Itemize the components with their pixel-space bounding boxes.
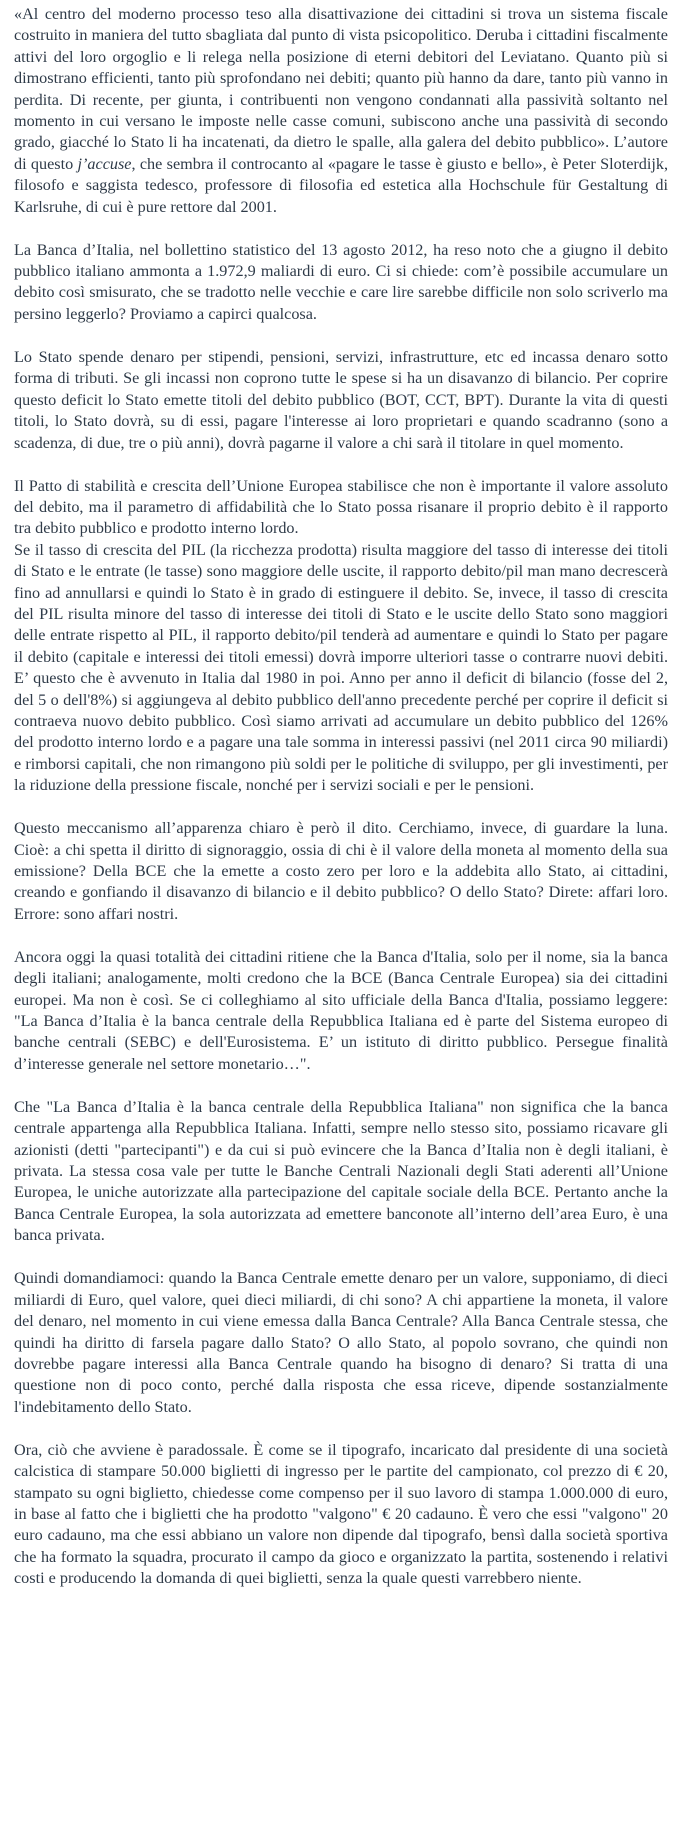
paragraph-banca-italia-bulletin: La Banca d’Italia, nel bollettino statistico del 13 agosto 2012, ha reso noto che a giugno il debito pubblico italiano ammonta a 1.972,9 maliardi di euro. Ci si chiede: com’è possibile accumulare un debito così smisurato, che se tradotto nelle vecchie e care lire sarebbe difficile non solo scriverlo ma persino leggerlo? Proviamo a capirci qualcosa.	[14, 240, 668, 323]
paragraph-pil-growth: Se il tasso di crescita del PIL (la ricchezza prodotta) risulta maggiore del tasso di interesse dei titoli di Stato e le entrate (le tasse) sono maggiore delle uscite, il rapporto debito/pil man mano decrescerà fino ad annullarsi e quindi lo Stato è in grado di estinguere il debito. Se, invece, il tasso di crescita del PIL risulta minore del tasso di interesse dei titoli di Stato e le uscite dello Stato sono maggiori delle entrate rispetto al PIL, il rapporto debito/pil tenderà ad aumentare e quindi lo Stato per pagare il debito (capitale e interessi dei titoli emessi) dovrà imporre ulteriori tasse o contrarre nuovi debiti. E’ questo che è avvenuto in Italia dal 1980 in poi. Anno per anno il deficit di bilancio (fosse del 2, del 5 o dell'8%) si aggiungeva al debito pubblico dell'anno precedente perché per coprire il deficit si contraeva nuovo debito pubblico. Così siamo arrivati ad accumulare un debito pubblico del 126% del prodotto interno lordo e a pagare una tale somma in interessi passivi (nel 2011 circa 90 miliardi) e rimborsi capitali, che non rimangono più soldi per le politiche di sviluppo, per gli investimenti, per la riduzione della pressione fiscale, nonché per i servizi sociali e per le pensioni.	[14, 540, 668, 795]
jaccuse-emphasis: j’accuse	[77, 154, 132, 173]
quote-text: «Al centro del moderno processo teso alla disattivazione dei cittadini si trova un sistema fiscale costruito in maniera del tutto sbagliata dal punto di vista psicopolitico. Deruba i cittadini fiscalmente attivi del loro orgoglio e li relega nella posizione di eterni debitori del Leviatano. Quanto più si dimostrano efficienti, tanto più sprofondano nei debiti; quanto più hanno da dare, tanto più vanno in perdita. Di recente, per giunta, i contribuenti non vengono condannati alla passività soltanto nel momento in cui versano le imposte nelle casse comuni, subiscono anche una passività di secondo grado, giacché lo Stato li ha incatenati, da dietro le spalle, alla galera del debito pubblico». L’autore di questo	[14, 5, 668, 173]
paragraph-question: Quindi domandiamoci: quando la Banca Centrale emette denaro per un valore, supponiamo, di dieci miliardi di Euro, quel valore, quei dieci miliardi, di chi sono? A chi appartiene la moneta, il valore del denaro, nel momento in cui viene emessa dalla Banca Centrale? Alla Banca Centrale stessa, che quindi ha diritto di farsela pagare dallo Stato? O allo Stato, al popolo sovrano, che quindi non dovrebbe pagare interessi alla Banca Centrale quando ha bisogno di denaro? Si tratta di una questione non di poco conto, perché dalla risposta che essa riceve, dipende sostanzialmente l'indebitamento dello Stato.	[14, 1269, 668, 1416]
author-attribution: , che sembra il controcanto al «pagare le tasse è giusto e bello», è Peter Sloterdijk, filosofo e saggista tedesco, professore di filosofia ed estetica alla Hochschule für Gestaltung di Karlsruhe, di cui è pure rettore dal 2001.	[14, 154, 668, 216]
paragraph-seigniorage: Questo meccanismo all’apparenza chiaro è però il dito. Cerchiamo, invece, di guardare la luna. Cioè: a chi spetta il diritto di signoraggio, ossia di chi è il valore della moneta al momento della sua emissione? Della BCE che la emette a costo zero per loro e la addebita allo Stato, ai cittadini, creando e gonfiando il disavanzo di bilancio e il debito pubblico? O dello Stato? Direte: affari loro. Errore: sono affari nostri.	[14, 819, 668, 923]
article-body	[14, 4, 668, 1611]
paragraph-stability-pact: Il Patto di stabilità e crescita dell’Unione Europea stabilisce che non è importante il valore assoluto del debito, ma il parametro di affidabilità che lo Stato possa risanare il proprio debito è il rapporto tra debito pubblico e prodotto interno lordo.	[14, 476, 668, 538]
paragraph-state-spending: Lo Stato spende denaro per stipendi, pensioni, servizi, infrastrutture, etc ed incassa denaro sotto forma di tributi. Se gli incassi non coprono tutte le spese si ha un disavanzo di bilancio. Per coprire questo deficit lo Stato emette titoli del debito pubblico (BOT, CCT, BPT). Durante la vita di questi titoli, lo Stato dovrà, su di essi, pagare l'interesse ai loro proprietari e quando scadranno (sono a scadenza, di due, tre o più anni), dovrà pagarne il valore a chi sarà il titolare in quel momento.	[14, 347, 668, 452]
paragraph-sloterdijk-quote	[14, 4, 668, 218]
paragraph-private-bank: Che "La Banca d’Italia è la banca centrale della Repubblica Italiana" non significa che la banca centrale appartenga alla Repubblica Italiana. Infatti, sempre nello stesso sito, possiamo ricavare gli azionisti (detti "partecipanti") e da cui si può evincere che la Banca d’Italia non è degli italiani, è privata. La stessa cosa vale per tutte le Banche Centrali Nazionali degli Stati aderenti all’Unione Europea, le uniche autorizzate alla partecipazione del capitale sociale della BCE. Pertanto anche la Banca Centrale Europea, la sola autorizzata ad emettere banconote all’interno dell’area Euro, è una banca privata.	[14, 1097, 668, 1245]
paragraph-banca-italia-site: Ancora oggi la quasi totalità dei cittadini ritiene che la Banca d'Italia, solo per il nome, sia la banca degli italiani; analogamente, molti credono che la BCE (Banca Centrale Europea) sia dei cittadini europei. Ma non è così. Se ci colleghiamo al sito ufficiale della Banca d'Italia, possiamo leggere: "La Banca d’Italia è la banca centrale della Repubblica Italiana ed è parte del Sistema europeo di banche centrali (SEBC) e dell'Eurosistema. E’ un istituto di diritto pubblico. Persegue finalità d’interesse generale nel settore monetario…".	[14, 947, 668, 1073]
paragraph-printer-analogy: Ora, ciò che avviene è paradossale. È come se il tipografo, incaricato dal presidente di una società calcistica di stampare 50.000 biglietti di ingresso per le partite del campionato, col prezzo di € 20, stampato su ogni biglietto, chiedesse come compenso per il suo lavoro di stampa 1.000.000 di euro, in base al fatto che i biglietti che ha prodotto "valgono" € 20 cadauno. È vero che essi "valgono" 20 euro cadauno, ma che essi abbiano un valore non dipende dal tipografo, bensì dalla società sportiva che ha formato la squadra, procurato il campo da gioco e organizzato la partita, sostenendo i relativi costi e producendo la domanda di quei biglietti, senza la quale questi varrebbero niente.	[14, 1440, 668, 1588]
